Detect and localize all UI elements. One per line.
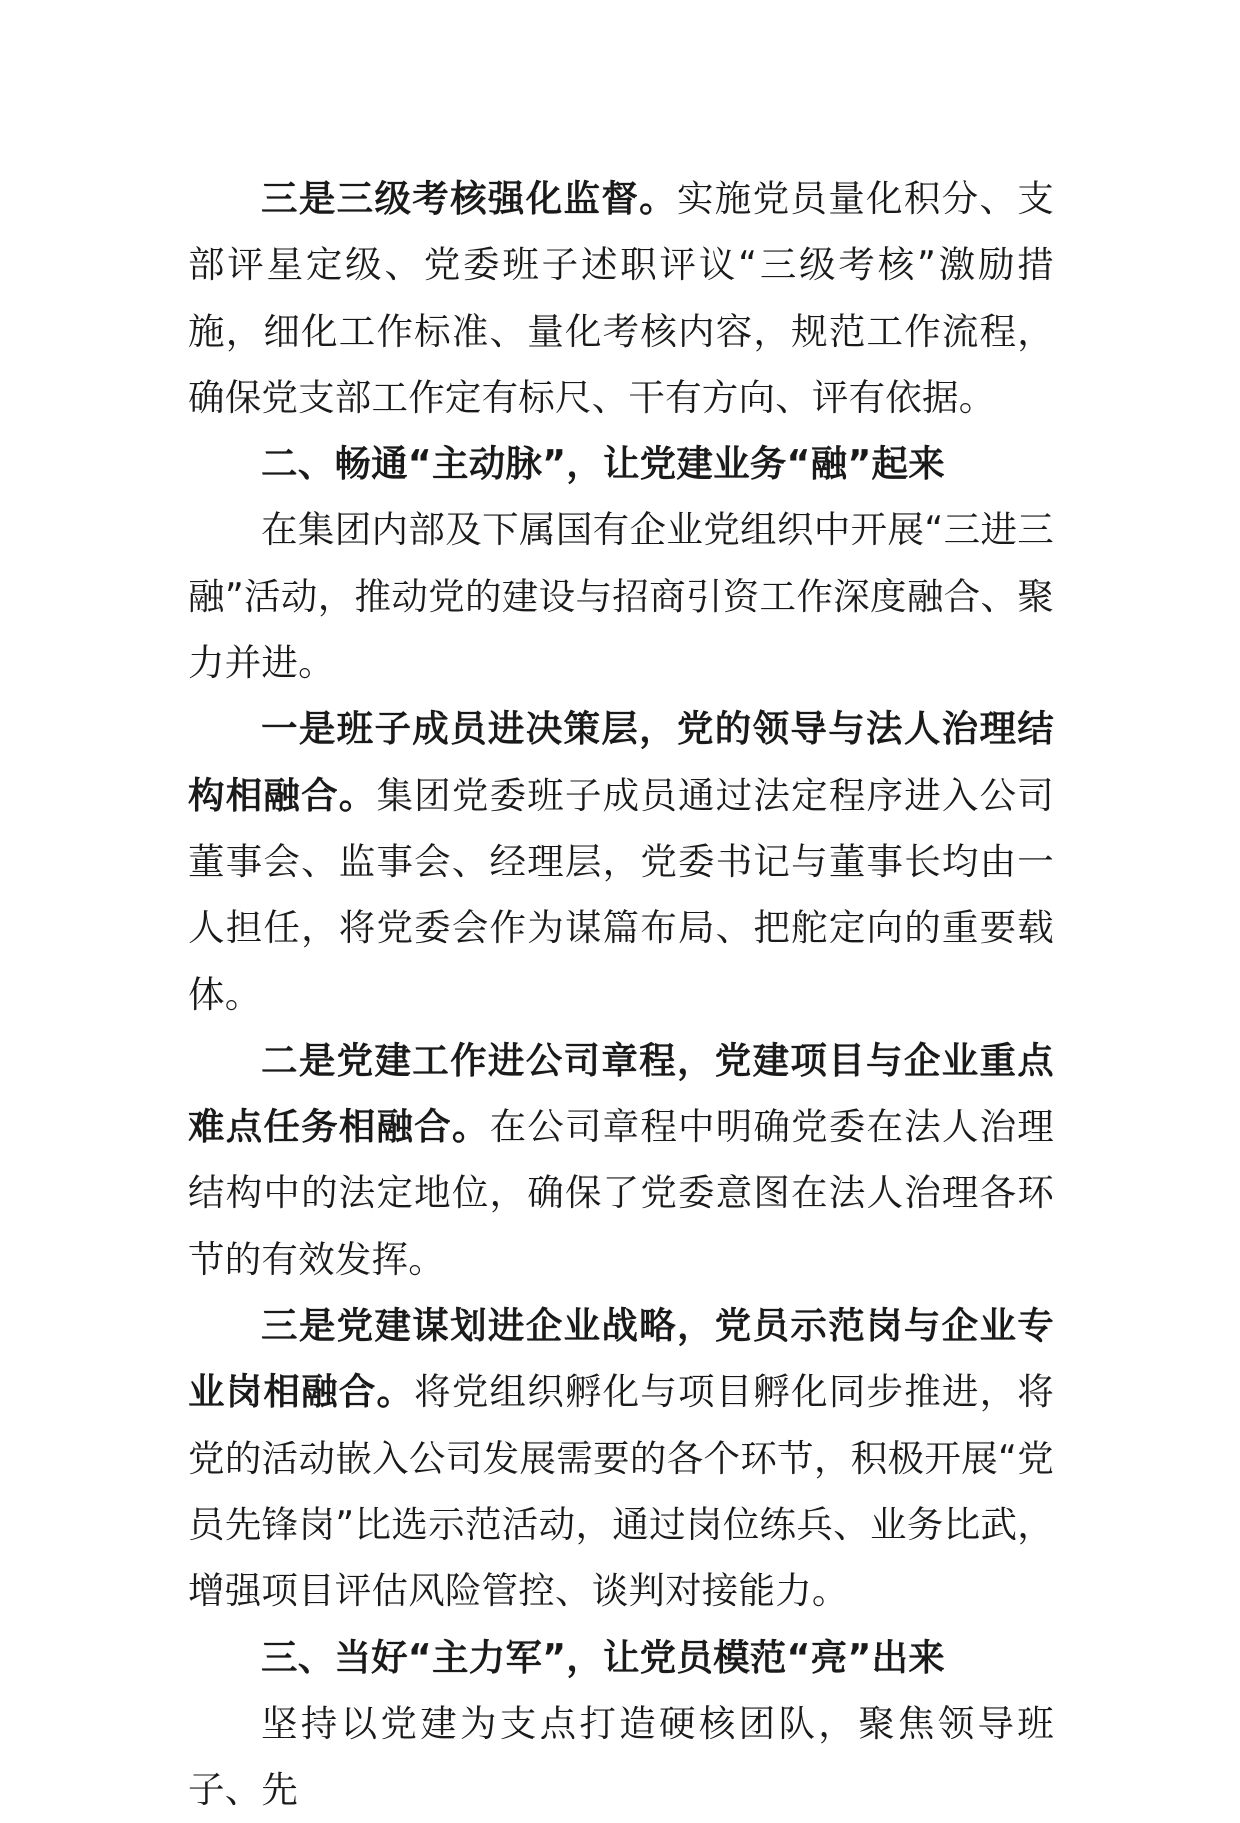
paragraph-text: 集团党委班子成员通过法定程序进入公司董事会、监事会、经理层，党委书记与董事长均由一人担任，将党委会作为谋篇布局、把舵定向的重要载体。 — [188, 773, 1054, 1016]
paragraph-company-charter — [188, 1028, 1054, 1293]
paragraph-text: 实施党员量化积分、支部评星定级、党委班子述职评议“三级考核”激励措施，细化工作标准、量化考核内容，规范工作流程，确保党支部工作定有标尺、干有方向、评有依据。 — [188, 177, 1055, 419]
paragraph-text: 在公司章程中明确党委在法人治理结构中的法定地位，确保了党委意图在法人治理各环节的有效发挥。 — [188, 1105, 1054, 1281]
paragraph-lead: 三是党建谋划进企业战略，党员示范岗与企业专业岗相融合。 — [188, 1304, 1054, 1414]
paragraph-text: 在集团内部及下属国有企业党组织中开展“三进三融”活动，推动党的建设与招商引资工作深度融合、聚力并进。 — [188, 508, 1054, 685]
section-heading-3: 三、当好“主力军”，让党员模范“亮”出来 — [261, 1635, 945, 1679]
paragraph-enterprise-strategy — [188, 1293, 1054, 1624]
paragraph-san-jin-san-rong — [188, 497, 1054, 696]
paragraph-text: 坚持以党建为支点打造硬核团队，聚焦领导班子、先 — [188, 1701, 1054, 1812]
section-heading-2: 二、畅通“主动脉”，让党建业务“融”起来 — [261, 442, 945, 486]
paragraph-text: 将党组织孵化与项目孵化同步推进，将党的活动嵌入公司发展需要的各个环节，积极开展“党员先锋岗”比选示范活动，通过岗位练兵、业务比武，增强项目评估风险管控、谈判对接能力。 — [188, 1370, 1054, 1613]
paragraph-three-level-assessment — [188, 166, 1054, 431]
paragraph-leadership-decision — [188, 696, 1054, 1027]
document-body — [188, 166, 1054, 1823]
paragraph-lead: 二是党建工作进公司章程，党建项目与企业重点难点任务相融合。 — [188, 1038, 1054, 1149]
paragraph-core-team — [188, 1691, 1054, 1823]
paragraph-lead: 一是班子成员进决策层，党的领导与法人治理结构相融合。 — [188, 707, 1054, 817]
paragraph-lead: 三是三级考核强化监督。 — [261, 177, 677, 220]
